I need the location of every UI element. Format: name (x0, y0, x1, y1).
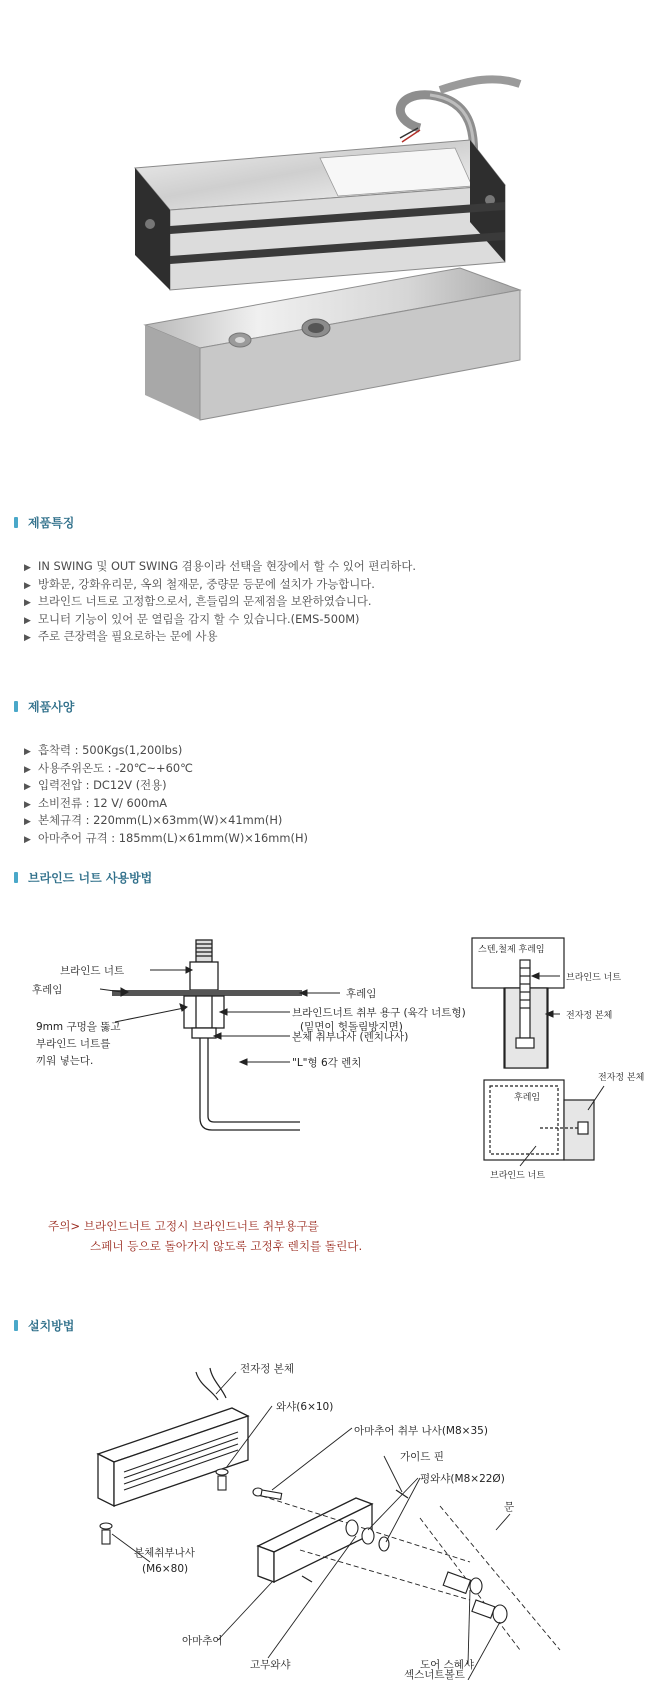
triangle-bullet-icon: ▶ (24, 782, 31, 792)
label-armature-screw: 아마추어 취부 나사(M8×35) (354, 1425, 488, 1437)
features-list (24, 558, 416, 646)
label-em-body: 전자정 본체 (240, 1363, 295, 1375)
caution-note (48, 1216, 362, 1256)
list-item: ▶ 모니터 기능이 있어 문 열림을 감지 할 수 있습니다.(EMS-500M) (24, 611, 416, 629)
triangle-bullet-icon: ▶ (24, 747, 31, 757)
label-steel-frame: 스텐,철제 후레임 (478, 945, 545, 955)
triangle-bullet-icon: ▶ (24, 633, 31, 643)
label-blind-nut: 브라인드 너트 (60, 965, 125, 977)
specs-title (14, 698, 74, 714)
label-frame-box: 후레임 (514, 1093, 541, 1103)
install-title (14, 1317, 74, 1333)
list-item: ▶ 흡착력 : 500Kgs(1,200lbs) (24, 742, 308, 760)
list-item: ▶ IN SWING 및 OUT SWING 겸용이라 선택을 현장에서 할 수 있어 편리하다. (24, 558, 416, 576)
label-body-screw-1: 본체취부나사 (134, 1547, 195, 1559)
label-washer: 와샤(6×10) (276, 1401, 334, 1413)
triangle-bullet-icon: ▶ (24, 563, 31, 573)
caution-line-2: 스페너 등으로 돌아가지 않도록 고정후 렌치를 돌린다. (90, 1239, 363, 1253)
label-hole-1: 9mm 구멍을 뚫고 (36, 1021, 121, 1033)
label-hole-3: 끼워 넣는다. (36, 1055, 94, 1067)
list-item: ▶ 주로 큰장력을 필요로하는 문에 사용 (24, 628, 416, 646)
label-guide-pin: 가이드 핀 (400, 1451, 444, 1463)
triangle-bullet-icon: ▶ (24, 817, 31, 827)
blind-nut-title-text: 브라인드 너트 사용방법 (28, 870, 153, 885)
label-tool-1: 브라인드너트 취부 용구 (육각 너트형) (292, 1007, 466, 1019)
triangle-bullet-icon: ▶ (24, 580, 31, 591)
label-wrench: "L"형 6각 렌치 (292, 1057, 362, 1069)
list-item: ▶ 입력전압 : DC12V (전용) (24, 777, 308, 795)
install-diagram (0, 1350, 655, 1680)
list-item: ▶ 사용주위온도 : -20℃~+60℃ (24, 760, 308, 778)
title-accent-bar (14, 872, 18, 883)
triangle-bullet-icon: ▶ (24, 799, 31, 810)
label-frame-right: 후레임 (346, 988, 377, 1000)
label-sex-bolt: 섹스너트볼트 (404, 1669, 465, 1681)
label-tool-2: (밑면이 헛돌림방지면) (300, 1021, 403, 1033)
install-title-text: 설치방법 (28, 1318, 75, 1333)
label-frame: 후레임 (32, 984, 63, 996)
title-accent-bar (14, 1320, 18, 1331)
list-item: ▶ 소비전류 : 12 V/ 600mA (24, 795, 308, 813)
label-body-screw: 본체 취부나사 (렌치나사) (292, 1031, 409, 1043)
blind-nut-diagram (0, 930, 655, 1210)
triangle-bullet-icon: ▶ (24, 764, 31, 775)
label-door-spacer: 도어 스혜샤 (420, 1659, 475, 1671)
caution-line-1: 주의> 브라인드너트 고정시 브라인드너트 취부용구를 (48, 1219, 319, 1233)
triangle-bullet-icon: ▶ (24, 615, 31, 626)
title-accent-bar (14, 701, 18, 712)
product-photo (0, 0, 655, 500)
label-blind-nut-small: 브라인드 너트 (490, 1171, 546, 1181)
list-item: ▶ 방화문, 강화유리문, 옥외 철재문, 중량문 등문에 설치가 가능합니다. (24, 576, 416, 594)
label-body-screw-2: (M6×80) (142, 1563, 189, 1575)
list-item: ▶ 본체규격 : 220mm(L)×63mm(W)×41mm(H) (24, 812, 308, 830)
triangle-bullet-icon: ▶ (24, 834, 31, 845)
label-flat-washer: 평와샤(M8×22Ø) (420, 1473, 505, 1485)
list-item: ▶ 브라인드 너트로 고정함으로서, 흔들림의 문제점을 보완하였습니다. (24, 593, 416, 611)
specs-title-text: 제품사양 (28, 699, 75, 714)
specs-list (24, 742, 308, 847)
list-item: ▶ 아마추어 규격 : 185mm(L)×61mm(W)×16mm(H) (24, 830, 308, 848)
label-armature: 아마추어 (182, 1635, 223, 1647)
label-em-body: 전자정 본체 (566, 1011, 613, 1021)
title-accent-bar (14, 517, 18, 528)
label-rubber-washer: 고무와샤 (250, 1659, 291, 1671)
label-blind-nut-right: 브라인드 너트 (566, 973, 622, 983)
triangle-bullet-icon: ▶ (24, 598, 31, 608)
label-em-body-small: 전자정 본체 (598, 1073, 645, 1083)
blind-nut-title (14, 869, 152, 885)
label-hole-2: 부라인드 너트를 (36, 1038, 111, 1050)
features-title-text: 제품특징 (28, 515, 75, 530)
label-door: 문 (504, 1501, 515, 1513)
features-title (14, 514, 74, 530)
